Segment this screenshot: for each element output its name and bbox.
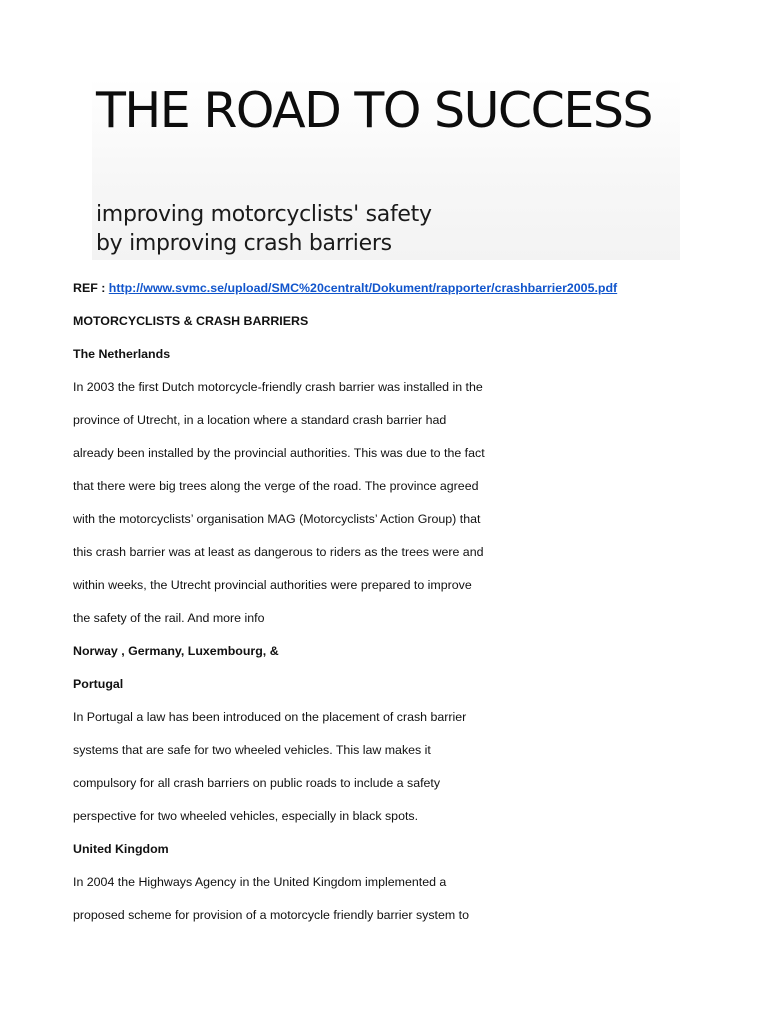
paragraph-line: perspective for two wheeled vehicles, especially in black spots.: [73, 809, 419, 823]
paragraph-line: systems that are safe for two wheeled vehicles. This law makes it: [73, 743, 431, 757]
reference-link[interactable]: http://www.svmc.se/upload/SMC%20centralt/Dokument/rapporter/crashbarrier2005.pdf: [108, 281, 618, 295]
paragraph-line: already been installed by the provincial authorities. This was due to the fact: [73, 446, 485, 460]
paragraph-line: the safety of the rail. And more info: [73, 611, 265, 625]
document-body: [73, 272, 693, 932]
paragraph-line: In 2003 the first Dutch motorcycle-friendly crash barrier was installed in the: [73, 380, 483, 394]
reference-line: [73, 272, 693, 305]
paragraph-line: compulsory for all crash barriers on public roads to include a safety: [73, 776, 441, 790]
main-heading: MOTORCYCLISTS & CRASH BARRIERS: [73, 314, 309, 328]
section-heading-norway: Norway , Germany, Luxembourg, &: [73, 644, 279, 658]
banner-subtitle-line-2: by improving crash barriers: [96, 231, 392, 256]
paragraph-line: In 2004 the Highways Agency in the United Kingdom implemented a: [73, 875, 447, 889]
header-banner-image: [92, 78, 680, 260]
paragraph-line: that there were big trees along the verge of the road. The province agreed: [73, 479, 479, 493]
paragraph-line: this crash barrier was at least as dangerous to riders as the trees were and: [73, 545, 484, 559]
paragraph-line: proposed scheme for provision of a motorcycle friendly barrier system to: [73, 908, 469, 922]
paragraph-line: In Portugal a law has been introduced on the placement of crash barrier: [73, 710, 467, 724]
section-heading-portugal: Portugal: [73, 677, 124, 691]
section-heading-uk: United Kingdom: [73, 842, 169, 856]
section-heading-netherlands: The Netherlands: [73, 347, 171, 361]
paragraph-line: with the motorcyclists’ organisation MAG (Motorcyclists’ Action Group) that: [73, 512, 481, 526]
paragraph-line: province of Utrecht, in a location where a standard crash barrier had: [73, 413, 447, 427]
banner-subtitle-line-1: improving motorcyclists' safety: [96, 202, 432, 227]
banner-title: THE ROAD TO SUCCESS: [96, 82, 653, 139]
paragraph-line: within weeks, the Utrecht provincial authorities were prepared to improve: [73, 578, 472, 592]
reference-label: REF :: [73, 281, 109, 295]
